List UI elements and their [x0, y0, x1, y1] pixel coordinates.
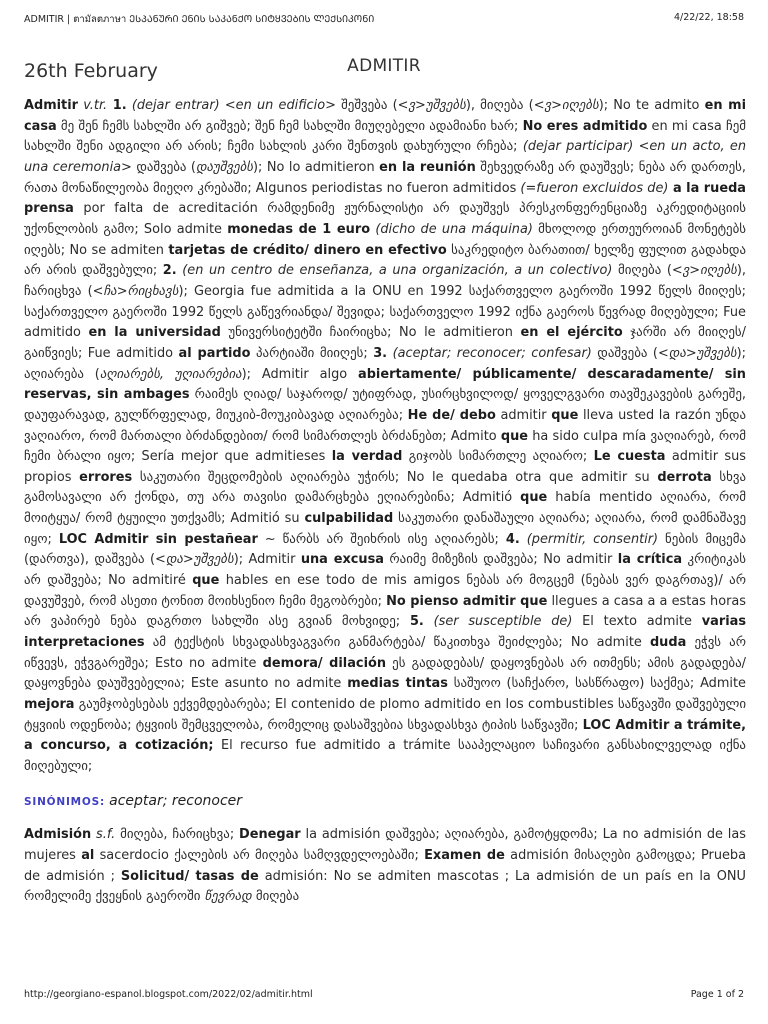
italic-note: (dejar participar) <en un acto, en una ceremonia> — [24, 139, 747, 175]
post-title: ADMITIR — [347, 56, 421, 76]
synonyms-label: SINÓNIMOS: — [24, 795, 106, 808]
italic-note: <ვ>იღებს — [533, 98, 599, 113]
bold-term: a la rueda prensa — [24, 180, 746, 217]
bold-term: demora/ dilación — [262, 655, 387, 671]
bold-term: Admisión — [24, 827, 92, 843]
italic-note: (en un centro de enseñanza, a una organización, a un colectivo) — [176, 263, 613, 279]
print-header — [24, 12, 744, 28]
bold-term: Examen de — [424, 847, 505, 863]
bold-term: que — [500, 428, 529, 444]
bold-term: 2. — [162, 263, 177, 279]
bold-term: 4. — [505, 531, 520, 547]
bold-term: No eres admitido — [522, 118, 648, 134]
italic-note: (dejar entrar) <en un edificio> — [126, 98, 336, 113]
italic-note: <ვ>იღებს — [671, 263, 737, 279]
synonyms-line — [24, 791, 746, 813]
italic-note: <და>უშვებს — [657, 345, 737, 361]
bold-term: una excusa — [300, 552, 384, 568]
bold-term: 1. — [107, 98, 127, 113]
bold-term: 3. — [373, 345, 388, 361]
bold-term: derrota — [657, 469, 712, 485]
bold-term: errores — [79, 469, 133, 485]
entry-definition-paragraph: Admitir v.tr. 1. (dejar entrar) <en un edificio> შეშვება (<ვ>უშვებს), მიღება (<ვ>იღებს); No te admito en mi casa მე შენ ჩემს სახლში არ გიშვებ; შენ ჩემ სახლში მიუღებელი ადამიანი ხარ; No eres admitido en mi casa ჩემ სახლში შენი ადგილი არ არის; ჩემი სახლის კარი შენთვის დახურული რჩება; (dejar participar) <en un acto, en una ceremonia> დაშვება (დაუშვებს); No lo admitieron en la reunión შეხვედრაზე არ დაუშვეს; ნება არ დართეს, რათა მონაწილეობა მიეღო კრებაში; Algunos periodistas no fueron admitidos (=fueron excluidos de) a la rueda prensa por falta de acreditación რამდენიმე ჟურნალისტი არ დაუშვეს პრესკონფერენციაზე აკრედიტაციის უქონლობის გამო; Solo admite monedas de 1 euro (dicho de una máquina) მხოლოდ ერთეუროიან მონეტებს იღებს; No se admiten tarjetas de crédito/ dinero en efectivo საკრედიტო ბარათით/ ხელზე ფულით გადახდა არ არის დაშვებული; 2. (en un centro de enseñanza, a una organización, a un colectivo) მიღება (<ვ>იღებს), ჩარიცხვა (<ჩა>რიცხავს); Georgia fue admitida a la ONU en 1992 საქართველო გაეროში 1992 წელს მიიღეს; საქართველო გაეროში 1992 წელს გაწევრიანდა/ შევიდა; საქართველო 1992 იქნა გაეროს წევრად მიღებული; Fue admitido en la universidad უნივერსიტეტში ჩაირიცხა; No le admitieron en el ejército ჯარში არ მიიღეს/ გაიწვიეს; Fue admitido al partido პარტიაში მიიღეს; 3. (aceptar; reconocer; confesar) დაშვება (<და>უშვებს); აღიარება (აღიარებს, უღიარებია); Admitir algo abiertamente/ públicamente/ descaradamente/ sin reservas, sin ambages რაიმეს ღიად/ საჯაროდ/ უტიფრად, უსირცხვილოდ/ ყოველგვარი თავშეკავების გარეშე, დაუფარავად, გულწრფელად, მიუკიბ-მოუკიბავად აღიარება; He de/ debo admitir que lleva usted la razón უნდა ვაღიარო, რომ მართალი ბრძანდებით/ რომ სიმართლეს ბრძანებთ; Admito que ha sido culpa mía ვაღიარებ, რომ ჩემი ბრალი იყო; Sería mejor que admitieses la verdad გიჯობს სიმართლე აღიარო; Le cuesta admitir sus propios errores საკუთარი შეცდომების აღიარება უჭირს; No le quedaba otra que admitir su derrota სხვა გამოსავალი არ ქონდა, თუ არა თავისი დამარცხება ეღიარებინა; Admitió que había mentido აღიარა, რომ მოიტყუა/ რომ ტყუილი უთქვამს; Admitió su culpabilidad საკუთარი დანაშაული აღიარა; აღიარა, რომ დამნაშავე იყო; LOC Admitir sin pestañear ~ წარბს არ შეიხრის ისე აღიარებს; 4. (permitir, consentir) ნების მიცემა (დართვა), დაშვება (<და>უშვებს); Admitir una excusa რაიმე მიზეზის დაშვება; No admitir la crítica კრიტიკას არ დაშვება; No admitiré que hables en ese todo de mis amigos ნებას არ მოგცემ (ნებას ვერ დაგრთავ)/ არ დავუშვებ, რომ ასეთი ტონით მოიხსენიო ჩემი მეგობრები; No pienso admitir que llegues a casa a a estas horas არ ვაპირებ ნება დაგრთო სახლში ასე გვიან მოხვიდე; 5. (ser susceptible de) El texto admite varias interpretaciones ამ ტექსტის სხვადასხვაგვარი განმარტება/ წაკითხვა შეიძლება; No admite duda ეჭვს არ იწვევს, ეჭვგარეშეა; Esto no admite demora/ dilación ეს გადადებას/ დაყოვნებას არ ითმენს; ამის გადადება/ დაყოვნება დაუშვებელია; Este asunto no admite medias tintas საშუოო (საჩქარო, სასწრაფო) საქმეა; Admite mejora გაუმჯობესებას ექვემდებარება; El contenido de plomo admitido en los combustibles საწვავში დაშვებული ტყვიის ოდენობა; ტყვიის შემცველობა, რომელიც დასაშვებია სხვადასხვა ტიპის საწვავში; LOC Admitir a trámite, a concurso, a cotización; El recurso fue admitido a trámite სააპელაციო საჩივარი განსახილველად იქნა მიღებული; — [24, 98, 747, 774]
italic-note: s.f. — [91, 827, 116, 843]
bold-term: la verdad — [331, 449, 403, 465]
italic-note: აღიარებს, უღიარებია — [99, 366, 242, 382]
bold-term: que — [551, 407, 579, 423]
bold-term: la crítica — [617, 552, 683, 568]
italic-note: (permitir, consentir) — [519, 531, 659, 547]
italic-note: (dicho de una máquina) — [370, 221, 533, 237]
bold-term: Admitir — [24, 98, 78, 113]
italic-note: <და>უშვებს — [155, 552, 234, 568]
header-timestamp: 4/22/22, 18:58 — [673, 12, 744, 23]
related-entry-paragraph: Admisión s.f. მიღება, ჩარიცხვა; Denegar la admisión დაშვება; აღიარება, გამოტყდომა; La no admisión de las mujeres al sacerdocio ქალების არ მიღება სამღვდელოებაში; Examen de admisión მისაღები გამოცდა; Prueba de admisión ; Solicitud/ tasas de admisión: No se admiten mascotas ; La admisión de un país en la ONU რომელიმე ქვეყნის გაეროში წევრად მიღება — [24, 827, 747, 905]
bold-term: que — [520, 490, 548, 506]
bold-term: al partido — [178, 345, 251, 361]
italic-note: წევრად — [204, 889, 252, 905]
bold-term: duda — [649, 635, 687, 651]
bold-term: varias interpretaciones — [24, 614, 746, 651]
bold-term: He de/ debo — [407, 407, 496, 423]
bold-term: Denegar — [239, 827, 301, 843]
bold-term: abiertamente/ públicamente/ descaradamente/ sin reservas, sin ambages — [24, 366, 746, 403]
synonyms-value: aceptar; reconocer — [109, 792, 243, 809]
bold-term: culpabilidad — [304, 511, 394, 527]
bold-term: en mi casa — [24, 98, 746, 134]
bold-term: LOC Admitir sin pestañear — [58, 531, 258, 547]
bold-term: LOC Admitir a trámite, a concurso, a cotización; — [24, 717, 746, 754]
bold-term: No pienso admitir que — [386, 593, 548, 609]
bold-term: 5. — [409, 614, 424, 630]
bold-term: Solicitud/ tasas de — [120, 868, 259, 884]
bold-term: monedas de 1 euro — [227, 221, 371, 237]
bold-term: en la universidad — [88, 325, 221, 341]
bold-term: que — [192, 573, 220, 589]
italic-note: <ჩა>რიცხავს — [92, 283, 179, 299]
bold-term: en la reunión — [379, 159, 476, 175]
bold-term: mejora — [24, 697, 75, 713]
italic-note: დაუშვებს — [195, 159, 254, 175]
bold-term: medias tintas — [347, 676, 448, 692]
entry-body — [24, 96, 746, 908]
post-date: 26th February — [24, 60, 158, 82]
italic-note: (=fueron excluidos de) — [520, 180, 669, 196]
italic-note: (ser susceptible de) — [423, 614, 573, 630]
header-title: ADMITIR | ตามัลตภาษา ᲔᲡᲞᲐᲜᲣᲠᲘ ᲔᲜᲘᲡ ᲡᲐᲙᲐᲜᲥᲝ ᲡᲘᲢᲧᲕᲔᲑᲘᲡ ᲚᲔᲥᲡᲘᲙᲝᲜᲘ — [24, 14, 375, 25]
footer-page-number: Page 1 of 2 — [690, 989, 744, 1000]
print-footer — [24, 989, 744, 1000]
italic-note: v.tr. — [78, 98, 108, 113]
italic-note: (aceptar; reconocer; confesar) — [387, 345, 592, 361]
footer-url: http://georgiano-espanol.blogspot.com/2022/02/admitir.html — [24, 989, 313, 1000]
bold-term: en el ejército — [520, 325, 623, 341]
bold-term: Le cuesta — [593, 449, 666, 465]
bold-term: tarjetas de crédito/ dinero en efectivo — [168, 242, 447, 258]
italic-note: <ვ>უშვებს — [397, 98, 466, 113]
bold-term: al — [81, 847, 95, 863]
